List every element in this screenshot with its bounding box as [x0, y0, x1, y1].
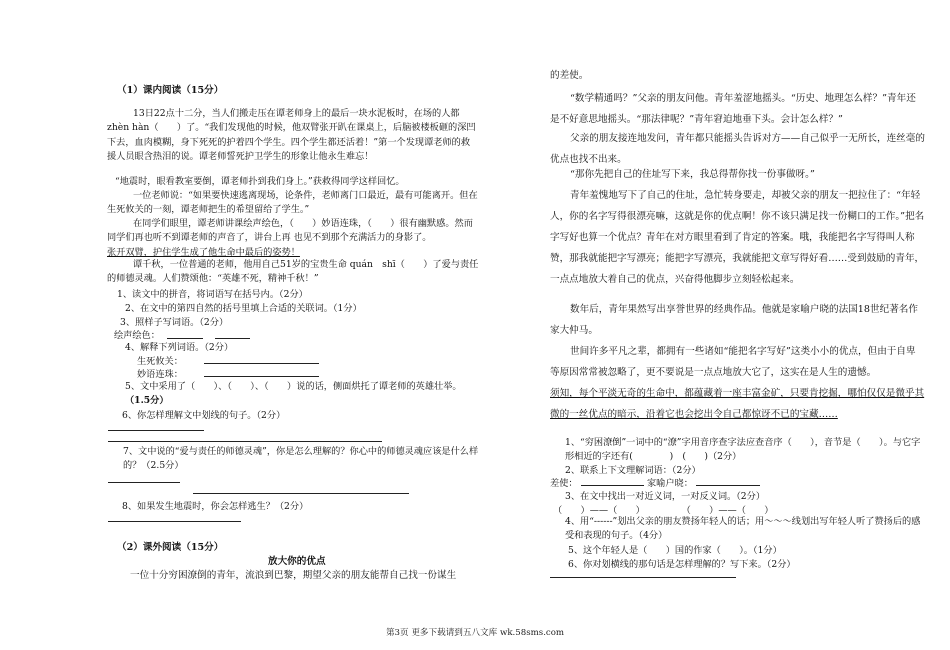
question-r3: 3、在文中找出一对近义词，一对反义词。（2分）: [565, 491, 766, 502]
question-r4: 4、用“------”划出父亲的朋友赞扬年轻人的话；用～～～线划出写年轻人听了赞扬后的感受和表现的句子。（4分）: [565, 516, 921, 542]
question-4-term-a: 生死攸关：: [137, 356, 183, 367]
page-footer: 第3页 更多下载请到五八文库 wk.58sms.com: [385, 628, 565, 638]
answer-line[interactable]: [204, 363, 319, 364]
question-r2-term-a: 差使：: [550, 478, 578, 489]
question-4-term-b: 妙语连珠：: [137, 369, 183, 380]
question-4: 4、解释下列词语。（2分）: [125, 342, 234, 353]
question-r2-term-b: 家喻户晓：: [647, 478, 693, 489]
passage-paragraph-1: 13日22点十二分，当人们搬走压在谭老师身上的最后一块水泥板时，在场的人都zhèn hàn（ ）了。“我们发现他的时候，他双臂张开趴在课桌上，后脑被楼板砸的深凹下去，血肉模糊，身下死死的护着四个学生。四个学生都还活着！”第一个发现谭老师的救援人员眼含热泪的说。谭老师誓死护卫学生的形象让他永生难忘！: [107, 108, 476, 162]
underlined-sentence: 须知，每个平淡无奇的生命中，都蕴藏着一座丰富金矿，只要肯挖掘，哪怕仅仅是微乎其微的一丝优点的暗示，沿着它也会挖出令自己都惊讶不已的宝藏……: [550, 388, 925, 420]
passage-paragraph-2: “地震时，眼看教室要倒，谭老师扑到我们身上。”获救得同学这样回忆。: [115, 176, 405, 187]
story-paragraph-6: 数年后，青年果然写出享誉世界的经典作品。他就是家喻户晓的法国18世纪著名作家大仲马。: [550, 304, 918, 336]
passage-paragraph-4: 在同学们眼里，谭老师讲课绘声绘色，（ ）妙语连珠，（ ）很有幽默感。然而同学们再也听不到谭老师的声音了，讲台上再 也见不到那个充满活力的身影了。: [107, 218, 473, 244]
story-paragraph-1: 一位十分穷困潦倒的青年，流浪到巴黎，期望父亲的朋友能帮自己找一份谋生: [130, 570, 457, 581]
question-3-example: 绘声绘色：: [114, 330, 160, 341]
answer-line[interactable]: [108, 521, 241, 522]
question-r6: 6、你对划横线的那句话是怎样理解的？写下来。（2分）: [568, 559, 796, 570]
answer-line[interactable]: [204, 376, 319, 377]
passage-paragraph-3: 一位老师说：“如果要快速逃离现场，论条件，老师离门口最近，最有可能离开。但在生死攸关的一刻，谭老师把生的希望留给了学生。”: [107, 190, 478, 216]
story-paragraph-7: 世间许多平凡之辈，都拥有一些诸如“能把名字写好”这类小小的优点，但由于自卑等原因常常被忽略了，更不要说是一点点地放大它了，这实在是人生的遗憾。: [550, 346, 916, 378]
question-5: 5、文中采用了（ ）、（ ）、（ ）说的话，侧面烘托了谭老师的英雄壮举。（1.5分）: [125, 381, 462, 407]
story-paragraph-5: 青年羞愧地写下了自己的住址，急忙转身要走，却被父亲的朋友一把拉住了：“年轻人，你的名字写得很漂亮嘛，这就是你的优点啊！你不该只满足找一份糊口的工作。”把名字写好也算一个优点？青年在对方眼里看到了肯定的答案。哦，我能把名字写得叫人称赞，那我就能把字写漂亮；能把字写漂亮，我就能把文章写得好看……受到鼓励的青年，一点点地放大着自己的优点，兴奋得他脚步立刻轻松起来。: [550, 190, 925, 285]
story-continuation: 的差使。: [550, 70, 589, 81]
answer-line[interactable]: [108, 430, 204, 431]
question-7: 7、文中说的“爱与责任的师德灵魂”，你是怎么理解的？你心中的师德灵魂应该是什么样的？（2.5分）: [123, 446, 479, 472]
question-6: 6、你怎样理解文中划线的句子。（2分）: [122, 410, 286, 421]
story-paragraph-2: “数学精通吗？”父亲的朋友问他。青年羞涩地摇头。“历史、地理怎么样？”青年还是不好意思地摇头。“那法律呢？”青年窘迫地垂下头。会计怎么样？”: [550, 93, 916, 125]
question-r2: 2、联系上下文理解词语：（2分）: [565, 465, 701, 476]
question-1: 1、读文中的拼音，将词语写在括号内。（2分）: [117, 289, 308, 300]
section-1-title: （1）课内阅读（15分）: [117, 85, 224, 96]
underlined-sentence: 张开双臂，护住学生成了他生命中最后的姿势！: [107, 247, 300, 258]
question-8: 8、如果发生地震时，你会怎样逃生？（2分）: [122, 501, 309, 512]
answer-line[interactable]: [696, 485, 760, 486]
answer-line[interactable]: [193, 493, 409, 494]
answer-line[interactable]: [550, 577, 736, 578]
story-paragraph-4: “那你先把自己的住址写下来，我总得帮你找一份事做呀。”: [570, 169, 815, 180]
question-r3-pairs: （ ）——（ ） （ ）——（ ）: [553, 505, 774, 516]
question-2: 2、在文中的第四自然的括号里填上合适的关联词。（1分）: [125, 303, 362, 314]
story-paragraph-3: 父亲的朋友接连地发问，青年都只能摇头告诉对方——自己似乎一无所长，连丝毫的优点也找不出来。: [550, 133, 925, 165]
question-3: 3、照样子写词语。（2分）: [120, 317, 229, 328]
section-2-title: （2）课外阅读（15分）: [117, 542, 224, 553]
answer-line[interactable]: [108, 441, 382, 442]
answer-line[interactable]: [108, 482, 180, 483]
answer-line[interactable]: [581, 485, 644, 486]
story-title: 放大你的优点: [268, 556, 326, 567]
question-r5: 5、这个年轻人是（ ）国的作家（ ）。（1分）: [568, 545, 782, 556]
question-r1: 1、“穷困潦倒”一词中的“潦”字用音序查字法应查音序（ ），音节是（ ）。与它字形相近的字还有( ) ( )（2分）: [565, 437, 921, 463]
passage-paragraph-5: 谭千秋，一位普通的老师，他用自己51岁的宝贵生命 quán shī（ ）了爱与责任的师德灵魂。人们赞颂他：“英雄不死，精神千秋！”: [107, 259, 479, 285]
